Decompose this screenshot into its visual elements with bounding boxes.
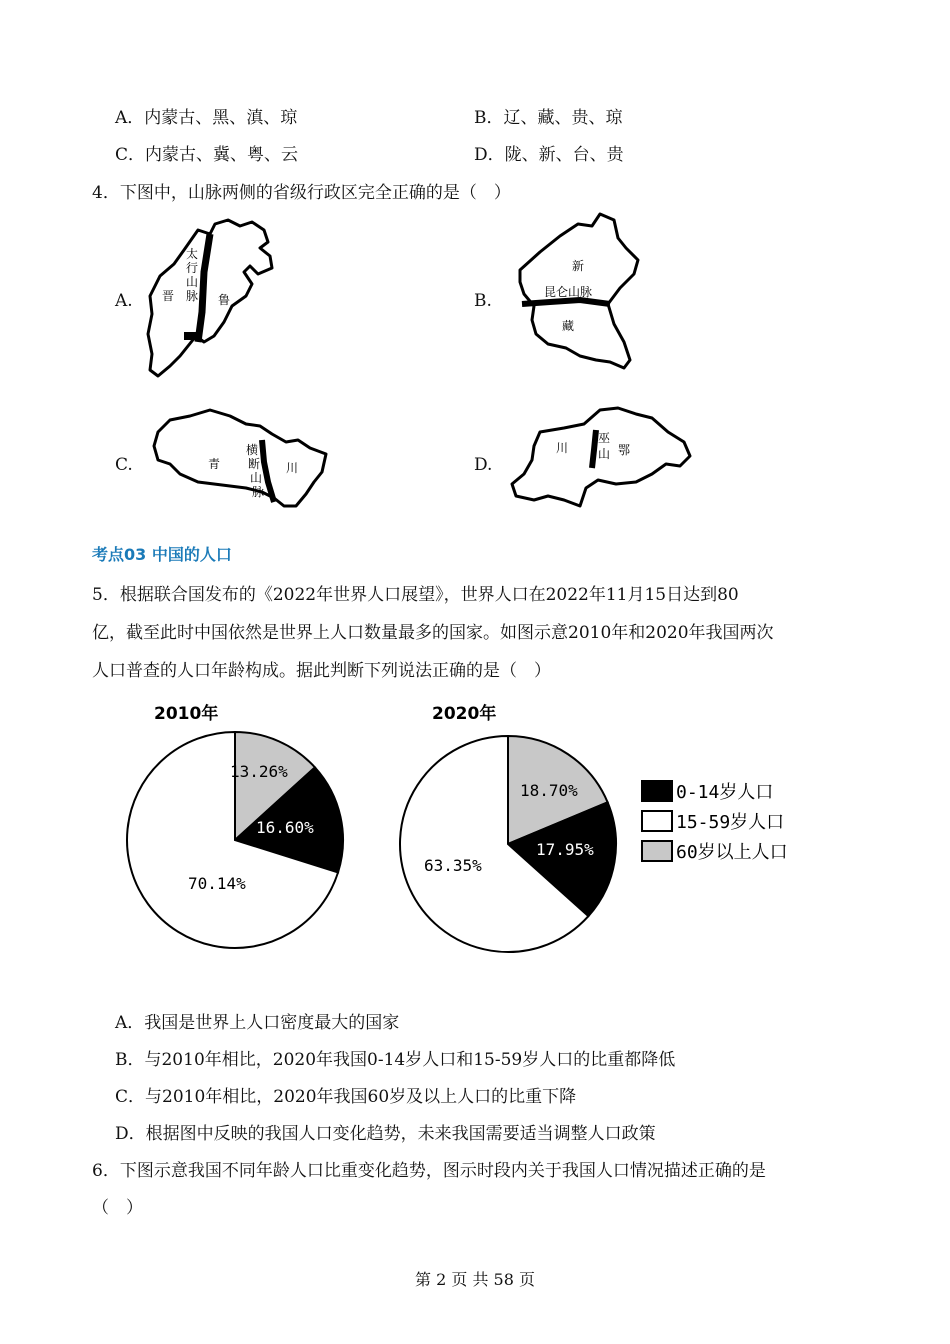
legend-label-15-59: 15-59岁人口 — [676, 812, 785, 833]
q4-label-c: C. — [115, 455, 133, 475]
svg-text:横: 横 — [246, 443, 259, 457]
map-b-range-label: 昆仑山脉 — [544, 285, 593, 299]
svg-text:太: 太 — [186, 247, 199, 261]
pie-2020-title: 2020年 — [432, 704, 497, 724]
map-a-left-label: 晋 — [162, 289, 175, 303]
svg-text:山: 山 — [186, 275, 199, 289]
population-pie-charts — [110, 695, 830, 965]
q6-stem-line2: （ ） — [92, 1198, 143, 1218]
map-b-kunlun — [510, 208, 660, 378]
q4-stem: 4．下图中，山脉两侧的省级行政区完全正确的是（ ） — [92, 183, 511, 203]
legend-label-0-14: 0-14岁人口 — [676, 782, 774, 803]
map-c-left-label: 青 — [208, 457, 221, 471]
section-heading: 考点03 中国的人口 — [92, 545, 232, 564]
q5-stem-line2: 亿，截至此时中国依然是世界上人口数量最多的国家。如图示意2010年和2020年我国两次 — [92, 623, 774, 643]
legend-swatch-15-59 — [642, 811, 672, 831]
legend-swatch-0-14 — [642, 781, 672, 801]
svg-text:山: 山 — [598, 447, 611, 461]
map-a-taihang — [140, 212, 290, 382]
q5-option-b: B．与2010年相比，2020年我国0-14岁人口和15-59岁人口的比重都降低 — [115, 1050, 676, 1070]
q3-option-a: A．内蒙古、黑、滇、琼 — [115, 108, 298, 128]
map-a-right-label: 鲁 — [218, 293, 231, 307]
pie-2010-label-15-59: 70.14% — [188, 874, 246, 893]
svg-text:断: 断 — [248, 457, 261, 471]
pie-legend — [642, 781, 788, 863]
map-d-wushan — [508, 402, 698, 514]
map-c-hengduan — [150, 402, 330, 512]
q5-option-d: D．根据图中反映的我国人口变化趋势，未来我国需要适当调整人口政策 — [115, 1124, 656, 1144]
q5-stem-line1: 5．根据联合国发布的《2022年世界人口展望》，世界人口在2022年11月15日达到80 — [92, 585, 739, 605]
q5-option-a: A．我国是世界上人口密度最大的国家 — [115, 1013, 400, 1033]
q5-option-c: C．与2010年相比，2020年我国60岁及以上人口的比重下降 — [115, 1087, 577, 1107]
pie-2010-label-60plus: 13.26% — [230, 762, 288, 781]
map-d-right-label: 鄂 — [618, 443, 631, 457]
q4-label-a: A. — [115, 291, 133, 311]
svg-text:脉: 脉 — [186, 289, 199, 303]
pie-2020-label-0-14: 17.95% — [536, 840, 594, 859]
svg-text:巫: 巫 — [598, 431, 611, 445]
svg-text:山: 山 — [250, 471, 263, 485]
q3-option-c: C．内蒙古、冀、粤、云 — [115, 145, 299, 165]
q6-stem-line1: 6．下图示意我国不同年龄人口比重变化趋势，图示时段内关于我国人口情况描述正确的是 — [92, 1161, 766, 1181]
q3-option-b: B．辽、藏、贵、琼 — [474, 108, 623, 128]
map-c-right-label: 川 — [286, 461, 299, 475]
pie-2010-title: 2010年 — [154, 704, 219, 724]
page-footer: 第 2 页 共 58 页 — [415, 1270, 535, 1289]
pie-2020-label-60plus: 18.70% — [520, 781, 578, 800]
svg-text:行: 行 — [186, 261, 199, 275]
q4-label-b: B. — [474, 291, 492, 311]
map-b-bottom-label: 藏 — [562, 319, 575, 333]
q5-stem-line3: 人口普查的人口年龄构成。据此判断下列说法正确的是（ ） — [92, 661, 551, 681]
legend-swatch-60plus — [642, 841, 672, 861]
map-d-left-label: 川 — [556, 441, 569, 455]
map-a-range-line — [198, 234, 210, 342]
map-d-range-line — [592, 430, 596, 468]
legend-label-60plus: 60岁以上人口 — [676, 842, 788, 863]
q4-label-d: D. — [474, 455, 493, 475]
svg-text:脉: 脉 — [252, 485, 265, 499]
map-b-range-line — [522, 300, 610, 304]
map-b-top-label: 新 — [572, 259, 585, 273]
pie-2020-label-15-59: 63.35% — [424, 856, 482, 875]
pie-2010-label-0-14: 16.60% — [256, 818, 314, 837]
q3-option-d: D．陇、新、台、贵 — [474, 145, 624, 165]
